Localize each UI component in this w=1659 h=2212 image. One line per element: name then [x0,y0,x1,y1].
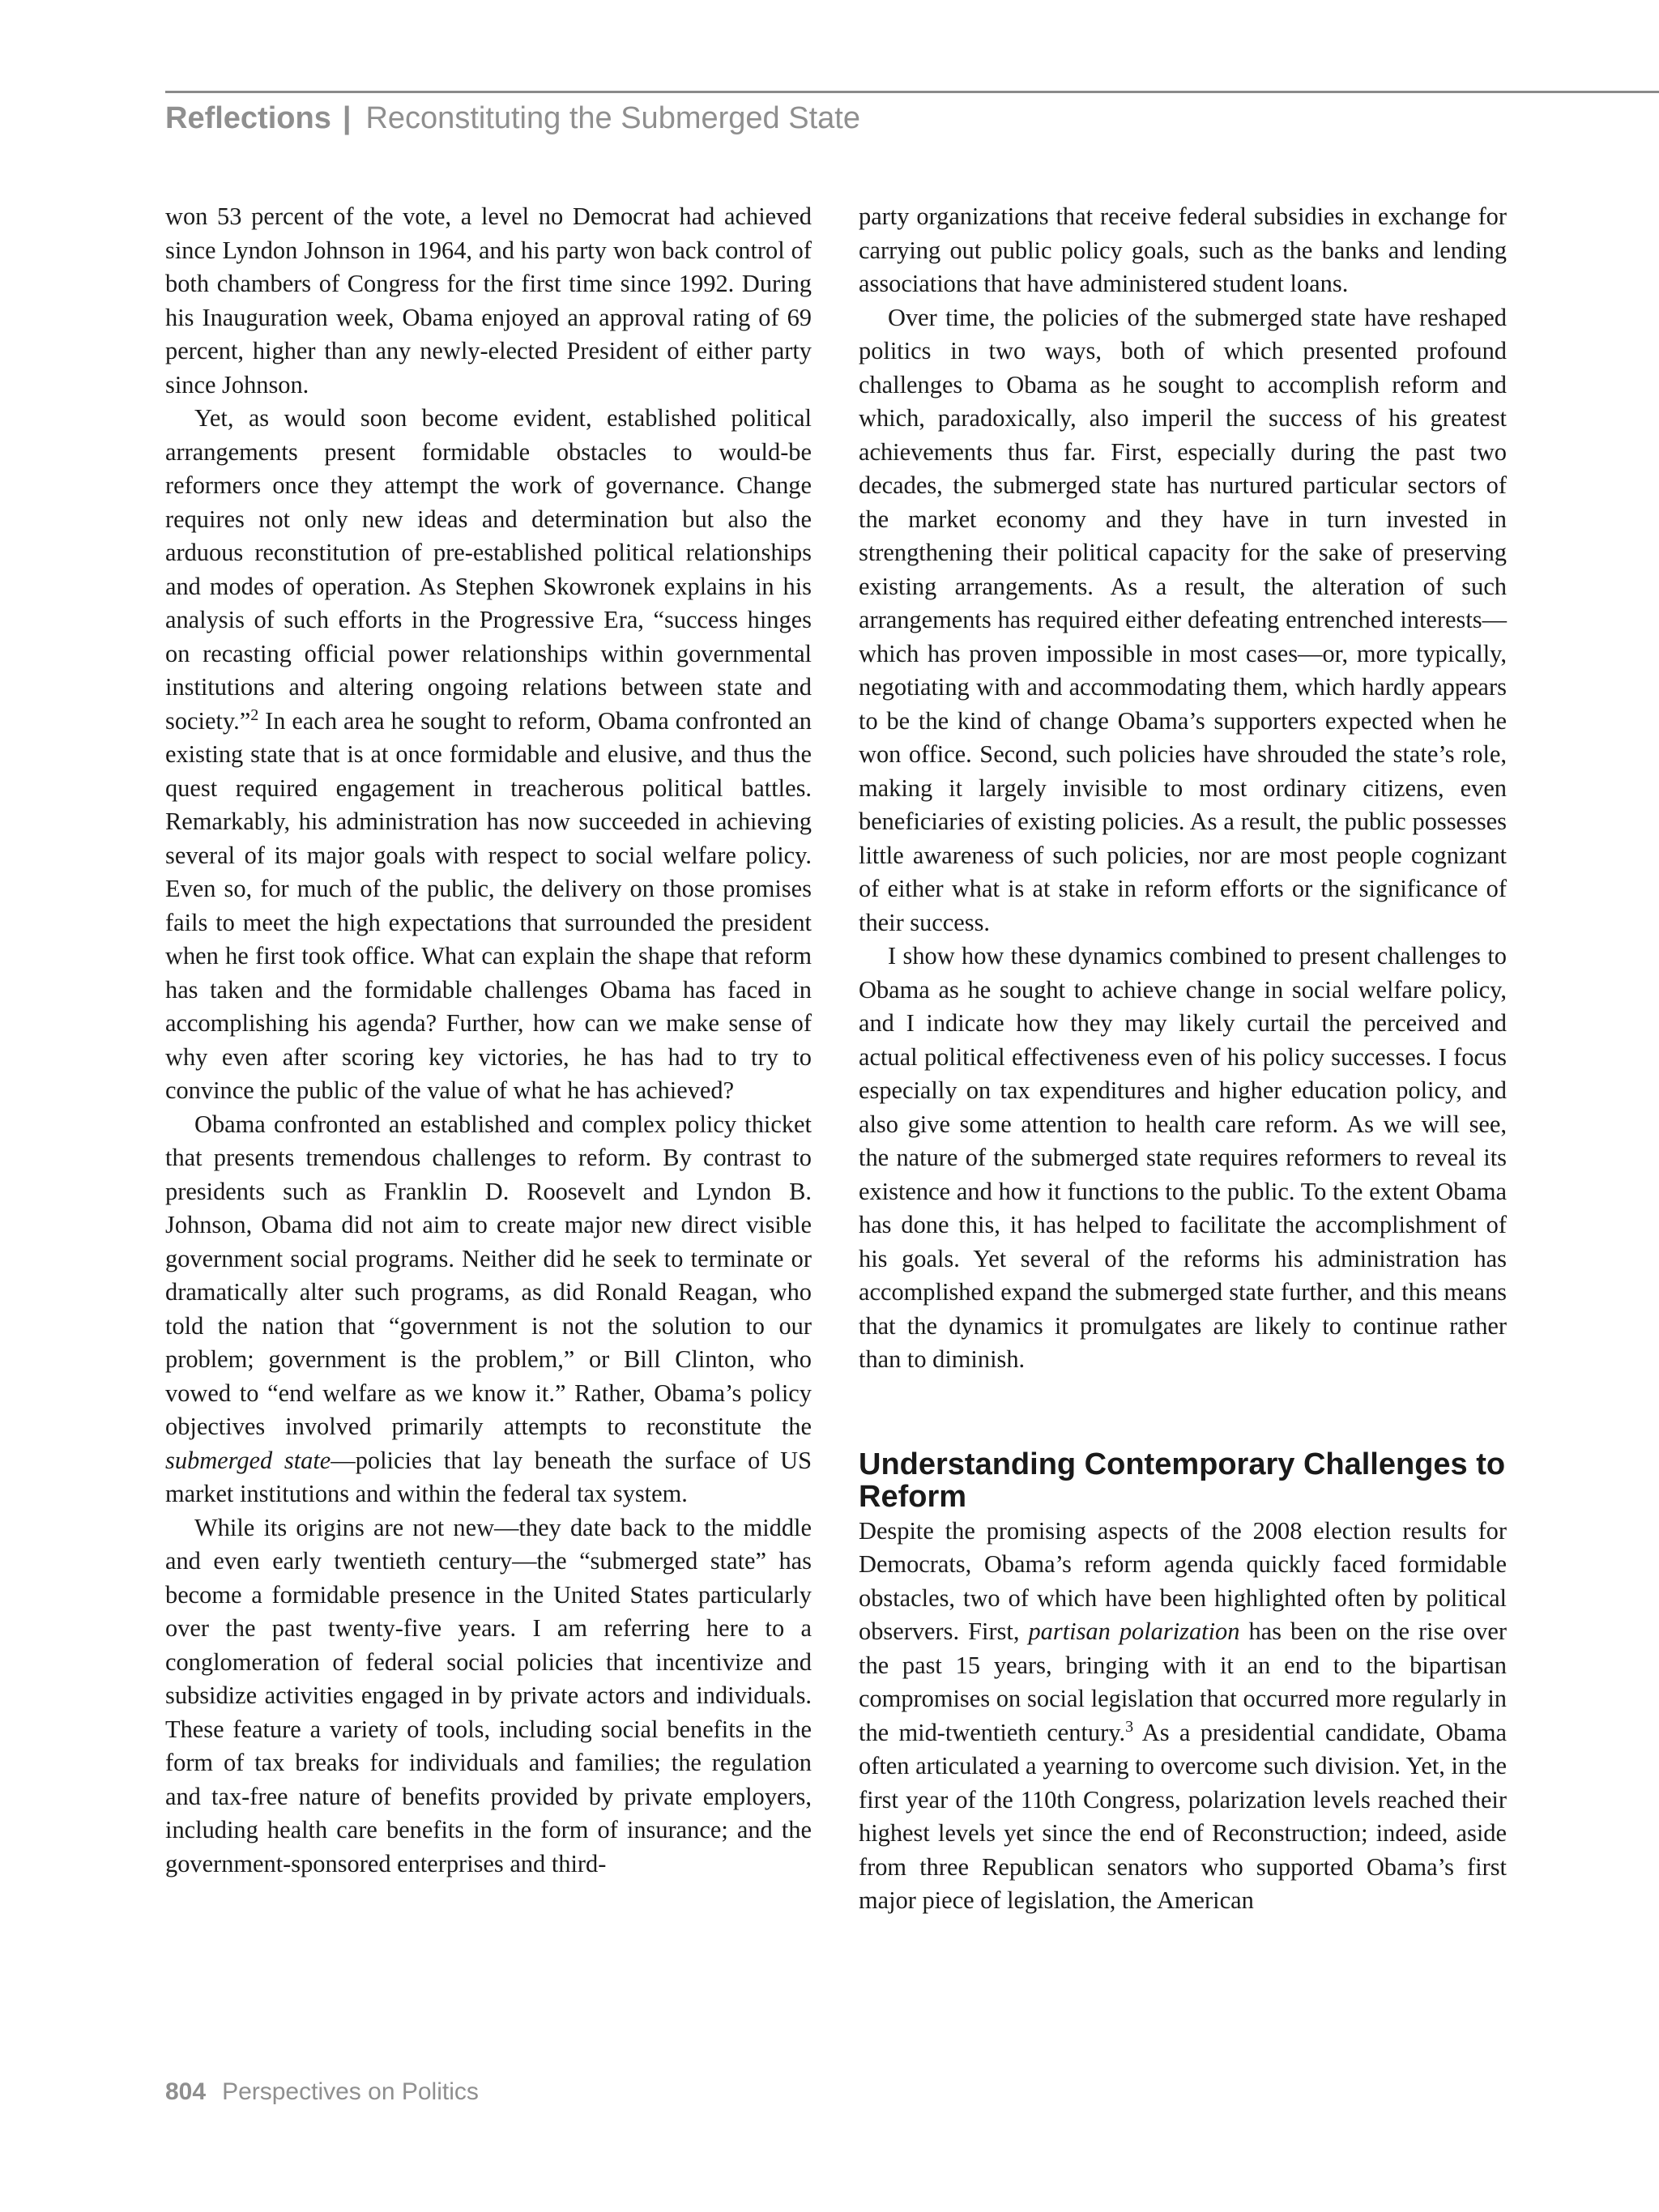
section-heading: Understanding Contemporary Challenges to Reform [859,1447,1506,1514]
section-label: Reflections [165,101,331,135]
paragraph: Over time, the policies of the submerged state have reshaped politics in two ways, both of which presented profound challenges to Obama as he sought to accomplish reform and which, paradoxically, also imperil the success of his greatest achievements thus far. First, especially during the past two decades, the submerged state has nurtured particular sectors of the market economy and they have in turn invested in strengthening their political capacity for the sake of preserving existing arrangements. As a result, the alteration of such arrangements has required either defeating entrenched interests—which has proven impossible in most cases—or, more typically, negotiating with and accommodating them, which hardly appears to be the kind of change Obama’s supporters expected when he won office. Second, such policies have shrouded the state’s role, making it largely invisible to most ordinary citizens, even beneficiaries of existing policies. As a result, the public possesses little awareness of such policies, nor are most people cognizant of either what is at stake in reform efforts or the significance of their success. [859,303,1507,936]
paragraph-text: Despite the promising aspects of the 2008 election results for Democrats, Obama’s reform agenda quickly faced formidable obstacles, two of which have been highlighted often by political observers. First, [859,1516,1507,1645]
paragraph-text: has been on the rise over the past 15 years, bringing with it an end to the bipartisan compromises on social legislation that occurred more regularly in the mid-twentieth century. [859,1617,1507,1746]
footnote-marker[interactable]: 2 [250,705,259,724]
page-number: 804 [165,2078,207,2105]
paragraph-text: In each area he sought to reform, Obama confronted an existing state that is at once formidable and elusive, and thus the quest required engagement in treacherous political battles. Remarkably, his administration has now succeeded in achieving several of its major goals with respect to social welfare policy. Even so, for much of the public, the delivery on those promises fails to meet the high expectations that surrounded the president when he first took office. What can explain the shape that reform has taken and the formidable challenges Obama has faced in accomplishing his agenda? Further, how can we make sense of why even after scoring key victories, he has had to try to convince the public of the value of what he has achieved? [165,706,812,1104]
paragraph [165,1108,812,1511]
right-column [859,200,1507,1918]
paragraph [859,1515,1507,1918]
page-footer [165,2078,479,2106]
article-title: Reconstituting the Submerged State [365,101,860,135]
paragraph: party organizations that receive federal subsidies in exchange for carrying out public policy goals, such as the banks and lending associations that have administered student loans. [859,202,1507,297]
left-column [165,200,812,1881]
header-separator: | [342,101,352,135]
paragraph-text: Yet, as would soon become evident, established political arrangements present formidable obstacles to would-be reformers once they attempt the work of governance. Change requires not only new ideas and determination but also the arduous reconstitution of pre-established political relationships and modes of operation. As Stephen Skowronek explains in his analysis of such efforts in the Progressive Era, “success hinges on recasting official power relationships within governmental institutions and altering ongoing relations between state and society.” [165,404,812,735]
paragraph-text: —policies that lay beneath the surface of US market institutions and within the federal tax system. [165,1446,812,1507]
paragraph: I show how these dynamics combined to present challenges to Obama as he sought to achieve change in social welfare policy, and I indicate how they may likely curtail the perceived and actual political effectiveness even of his policy successes. I focus especially on tax expenditures and higher education policy, and also give some attention to health care reform. As we will see, the nature of the submerged state requires reformers to reveal its existence and how it functions to the public. To the extent Obama has done this, it has helped to facilitate the accomplishment of his goals. Yet several of the reforms his administration has accomplished expand the submerged state further, and this means that the dynamics it promulgates are likely to continue rather than to diminish. [859,942,1507,1373]
paragraph: While its origins are not new—they date back to the middle and even early twentieth century—the “submerged state” has become a formidable presence in the United States particularly over the past twenty-five years. I am referring here to a conglomeration of federal social policies that incentivize and subsidize activities engaged in by private actors and individuals. These feature a variety of tools, including social benefits in the form of tax breaks for individuals and families; the regulation and tax-free nature of benefits provided by private employers, including health care benefits in the form of insurance; and the government-sponsored enterprises and third- [165,1513,812,1877]
paragraph: won 53 percent of the vote, a level no Democrat had achieved since Lyndon Johnson in 1964, and his party won back control of both chambers of Congress for the first time since 1992. During his Inauguration week, Obama enjoyed an approval rating of 69 percent, higher than any newly-elected President of either party since Johnson. [165,202,812,399]
journal-name: Perspectives on Politics [222,2078,479,2105]
paragraph-text: Obama confronted an established and complex policy thicket that presents tremendous challenges to reform. By contrast to presidents such as Franklin D. Roosevelt and Lyndon B. Johnson, Obama did not aim to create major new direct visible government social programs. Neither did he seek to terminate or dramatically alter such programs, as did Ronald Reagan, who told the nation that “government is not the solution to our problem; government is the problem,” or Bill Clinton, who vowed to “end welfare as we know it.” Rather, Obama’s policy objectives involved primarily attempts to reconstitute the [165,1110,812,1440]
italic-term: partisan polarization [1028,1617,1240,1645]
footnote-marker[interactable]: 3 [1125,1717,1134,1736]
paragraph-text: As a presidential candidate, Obama often articulated a yearning to overcome such division. Yet, in the first year of the 110th Congress, polarization levels reached their highest levels yet since the end of Reconstruction; indeed, aside from three Republican senators who supported Obama’s first major piece of legislation, the American [859,1718,1507,1914]
header-rule [165,91,1659,93]
running-header [165,100,860,138]
paragraph [165,402,812,1108]
italic-term: submerged state [165,1446,331,1474]
